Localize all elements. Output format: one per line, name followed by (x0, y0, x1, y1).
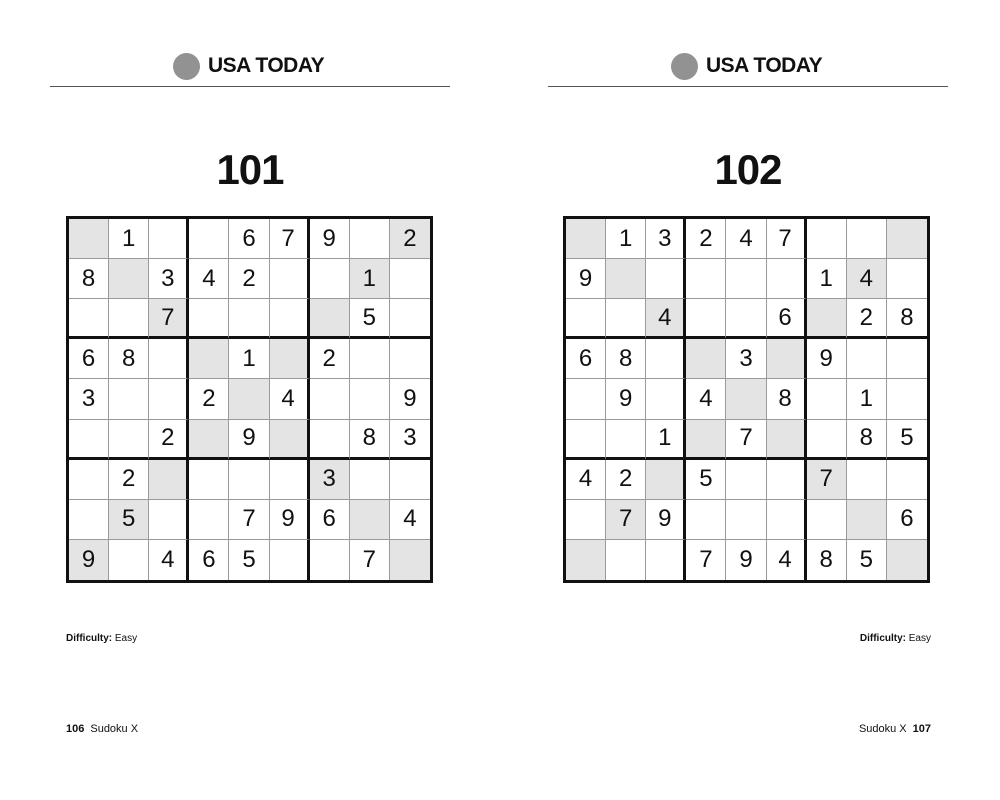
sudoku-cell[interactable]: 8 (767, 379, 807, 419)
difficulty-label: Difficulty: (66, 633, 113, 644)
sudoku-cell[interactable] (767, 500, 807, 540)
usa-today-logo-icon (173, 53, 200, 80)
sudoku-cell[interactable] (189, 420, 229, 460)
sudoku-cell[interactable] (229, 379, 269, 419)
sudoku-cell[interactable] (350, 500, 390, 540)
sudoku-cell[interactable] (566, 299, 606, 339)
sudoku-cell[interactable] (350, 460, 390, 500)
sudoku-cell[interactable] (109, 259, 149, 299)
sudoku-cell[interactable] (310, 420, 350, 460)
sudoku-cell[interactable]: 7 (270, 219, 310, 259)
sudoku-grid[interactable] (66, 216, 433, 583)
sudoku-cell[interactable] (807, 379, 847, 419)
sudoku-cell[interactable]: 7 (229, 500, 269, 540)
sudoku-cell[interactable]: 8 (69, 259, 109, 299)
page-footer (66, 723, 138, 735)
sudoku-cell[interactable] (847, 500, 887, 540)
sudoku-cell[interactable]: 9 (310, 219, 350, 259)
usa-today-logo-icon (671, 53, 698, 80)
sudoku-cell[interactable]: 1 (847, 379, 887, 419)
sudoku-cell[interactable] (109, 540, 149, 580)
sudoku-cell[interactable] (189, 299, 229, 339)
sudoku-cell[interactable] (686, 259, 726, 299)
sudoku-cell[interactable]: 8 (606, 339, 646, 379)
sudoku-cell[interactable]: 1 (109, 219, 149, 259)
sudoku-cell[interactable] (390, 540, 430, 580)
sudoku-cell[interactable]: 6 (767, 299, 807, 339)
sudoku-cell[interactable]: 8 (350, 420, 390, 460)
sudoku-cell[interactable] (686, 420, 726, 460)
page-footer (859, 723, 931, 735)
sudoku-cell[interactable] (646, 379, 686, 419)
sudoku-cell[interactable] (350, 339, 390, 379)
brand-name: USA TODAY (706, 54, 823, 77)
sudoku-cell[interactable] (606, 540, 646, 580)
book-title: Sudoku X (90, 723, 139, 735)
sudoku-cell[interactable] (887, 219, 927, 259)
difficulty (66, 633, 137, 644)
sudoku-cell[interactable]: 3 (310, 460, 350, 500)
sudoku-cell[interactable]: 9 (646, 500, 686, 540)
sudoku-cell[interactable] (767, 339, 807, 379)
sudoku-cell[interactable] (887, 460, 927, 500)
header-rule (50, 86, 450, 87)
sudoku-cell[interactable] (887, 379, 927, 419)
sudoku-cell[interactable] (887, 540, 927, 580)
sudoku-cell[interactable] (149, 219, 189, 259)
sudoku-cell[interactable] (69, 219, 109, 259)
sudoku-cell[interactable]: 3 (149, 259, 189, 299)
sudoku-cell[interactable]: 1 (807, 259, 847, 299)
sudoku-cell[interactable]: 4 (686, 379, 726, 419)
sudoku-cell[interactable]: 5 (847, 540, 887, 580)
sudoku-cell[interactable]: 4 (390, 500, 430, 540)
header-rule (548, 86, 948, 87)
sudoku-cell[interactable]: 2 (847, 299, 887, 339)
sudoku-cell[interactable] (270, 259, 310, 299)
sudoku-cell[interactable] (390, 299, 430, 339)
sudoku-cell[interactable]: 4 (726, 219, 766, 259)
sudoku-cell[interactable] (149, 460, 189, 500)
sudoku-cell[interactable] (270, 299, 310, 339)
sudoku-cell[interactable] (646, 259, 686, 299)
sudoku-cell[interactable]: 9 (606, 379, 646, 419)
sudoku-cell[interactable] (69, 420, 109, 460)
sudoku-cell[interactable] (189, 500, 229, 540)
sudoku-cell[interactable] (726, 460, 766, 500)
sudoku-cell[interactable] (606, 299, 646, 339)
sudoku-cell[interactable]: 6 (566, 339, 606, 379)
sudoku-cell[interactable] (566, 219, 606, 259)
sudoku-cell[interactable]: 7 (726, 420, 766, 460)
sudoku-cell[interactable]: 2 (390, 219, 430, 259)
brand-name: USA TODAY (208, 54, 325, 77)
sudoku-cell[interactable] (566, 379, 606, 419)
sudoku-cell[interactable] (767, 420, 807, 460)
sudoku-cell[interactable] (310, 540, 350, 580)
sudoku-cell[interactable] (69, 460, 109, 500)
sudoku-cell[interactable] (350, 379, 390, 419)
sudoku-cell[interactable]: 4 (847, 259, 887, 299)
sudoku-cell[interactable]: 9 (229, 420, 269, 460)
sudoku-cell[interactable]: 7 (767, 219, 807, 259)
sudoku-cell[interactable]: 9 (726, 540, 766, 580)
sudoku-cell[interactable] (847, 219, 887, 259)
sudoku-cell[interactable]: 7 (807, 460, 847, 500)
sudoku-cell[interactable]: 7 (350, 540, 390, 580)
sudoku-cell[interactable] (310, 259, 350, 299)
sudoku-cell[interactable] (807, 219, 847, 259)
sudoku-cell[interactable] (726, 500, 766, 540)
sudoku-cell[interactable] (149, 339, 189, 379)
sudoku-cell[interactable] (109, 420, 149, 460)
brand-header (173, 52, 324, 80)
sudoku-cell[interactable] (807, 299, 847, 339)
difficulty-label: Difficulty: (859, 633, 906, 644)
sudoku-cell[interactable] (566, 420, 606, 460)
sudoku-cell[interactable] (606, 420, 646, 460)
sudoku-cell[interactable]: 3 (69, 379, 109, 419)
sudoku-cell[interactable]: 2 (686, 219, 726, 259)
sudoku-cell[interactable]: 6 (69, 339, 109, 379)
sudoku-cell[interactable] (69, 500, 109, 540)
sudoku-cell[interactable]: 6 (189, 540, 229, 580)
sudoku-cell[interactable] (566, 500, 606, 540)
sudoku-cell[interactable] (270, 460, 310, 500)
sudoku-cell[interactable] (310, 379, 350, 419)
sudoku-cell[interactable]: 9 (807, 339, 847, 379)
sudoku-cell[interactable] (807, 500, 847, 540)
sudoku-cell[interactable]: 9 (566, 259, 606, 299)
sudoku-cell[interactable] (189, 460, 229, 500)
sudoku-cell[interactable] (686, 500, 726, 540)
right-page (500, 0, 1000, 800)
sudoku-cell[interactable]: 6 (229, 219, 269, 259)
puzzle-number: 102 (714, 146, 782, 193)
sudoku-cell[interactable]: 2 (189, 379, 229, 419)
sudoku-cell[interactable]: 9 (270, 500, 310, 540)
sudoku-cell[interactable]: 7 (149, 299, 189, 339)
sudoku-cell[interactable] (390, 339, 430, 379)
sudoku-cell[interactable] (686, 339, 726, 379)
sudoku-cell[interactable]: 4 (149, 540, 189, 580)
sudoku-cell[interactable]: 5 (109, 500, 149, 540)
sudoku-cell[interactable]: 2 (606, 460, 646, 500)
page-number: 106 (66, 723, 85, 735)
sudoku-cell[interactable]: 4 (646, 299, 686, 339)
sudoku-cell[interactable]: 5 (229, 540, 269, 580)
sudoku-cell[interactable] (229, 460, 269, 500)
sudoku-cell[interactable] (109, 299, 149, 339)
sudoku-cell[interactable] (606, 259, 646, 299)
sudoku-cell[interactable] (310, 299, 350, 339)
sudoku-cell[interactable] (390, 460, 430, 500)
sudoku-cell[interactable]: 8 (847, 420, 887, 460)
book-title: Sudoku X (858, 723, 907, 735)
sudoku-grid[interactable] (563, 216, 930, 583)
sudoku-cell[interactable] (847, 339, 887, 379)
sudoku-cell[interactable] (69, 299, 109, 339)
sudoku-cell[interactable] (270, 339, 310, 379)
sudoku-cell[interactable] (646, 460, 686, 500)
sudoku-cell[interactable] (847, 460, 887, 500)
difficulty-value: Easy (114, 633, 138, 644)
sudoku-cell[interactable] (109, 379, 149, 419)
sudoku-cell[interactable] (229, 299, 269, 339)
sudoku-cell[interactable]: 7 (686, 540, 726, 580)
sudoku-cell[interactable] (189, 339, 229, 379)
sudoku-cell[interactable]: 7 (606, 500, 646, 540)
sudoku-cell[interactable] (646, 339, 686, 379)
sudoku-cell[interactable] (887, 339, 927, 379)
sudoku-cell[interactable] (807, 420, 847, 460)
sudoku-cell[interactable]: 5 (887, 420, 927, 460)
puzzle-number: 101 (216, 146, 284, 193)
sudoku-cell[interactable] (646, 540, 686, 580)
sudoku-cell[interactable]: 5 (686, 460, 726, 500)
sudoku-cell[interactable] (566, 540, 606, 580)
sudoku-cell[interactable]: 1 (229, 339, 269, 379)
sudoku-cell[interactable]: 4 (767, 540, 807, 580)
sudoku-cell[interactable]: 5 (350, 299, 390, 339)
sudoku-cell[interactable]: 4 (270, 379, 310, 419)
difficulty (860, 633, 931, 644)
sudoku-cell[interactable]: 4 (566, 460, 606, 500)
sudoku-cell[interactable] (726, 299, 766, 339)
sudoku-cell[interactable] (767, 259, 807, 299)
page-number: 107 (912, 723, 931, 735)
sudoku-cell[interactable] (390, 259, 430, 299)
difficulty-value: Easy (908, 633, 931, 644)
sudoku-cell[interactable] (149, 379, 189, 419)
sudoku-cell[interactable]: 3 (390, 420, 430, 460)
sudoku-cell[interactable] (887, 259, 927, 299)
sudoku-cell[interactable] (686, 299, 726, 339)
sudoku-cell[interactable] (767, 460, 807, 500)
sudoku-cell[interactable]: 2 (149, 420, 189, 460)
sudoku-cell[interactable]: 2 (310, 339, 350, 379)
sudoku-cell[interactable] (270, 420, 310, 460)
sudoku-cell[interactable] (726, 379, 766, 419)
sudoku-cell[interactable]: 2 (109, 460, 149, 500)
sudoku-cell[interactable] (149, 500, 189, 540)
sudoku-cell[interactable]: 4 (189, 259, 229, 299)
sudoku-cell[interactable]: 8 (887, 299, 927, 339)
sudoku-cell[interactable]: 1 (646, 420, 686, 460)
sudoku-cell[interactable] (726, 259, 766, 299)
sudoku-cell[interactable] (189, 219, 229, 259)
sudoku-cell[interactable]: 8 (109, 339, 149, 379)
sudoku-cell[interactable]: 6 (310, 500, 350, 540)
sudoku-cell[interactable]: 2 (229, 259, 269, 299)
brand-header (671, 52, 822, 80)
sudoku-cell[interactable]: 1 (606, 219, 646, 259)
sudoku-cell[interactable]: 9 (390, 379, 430, 419)
sudoku-cell[interactable]: 9 (69, 540, 109, 580)
sudoku-cell[interactable] (350, 219, 390, 259)
sudoku-cell[interactable]: 3 (726, 339, 766, 379)
sudoku-cell[interactable]: 1 (350, 259, 390, 299)
sudoku-cell[interactable]: 3 (646, 219, 686, 259)
sudoku-cell[interactable]: 8 (807, 540, 847, 580)
sudoku-cell[interactable]: 6 (887, 500, 927, 540)
sudoku-cell[interactable] (270, 540, 310, 580)
